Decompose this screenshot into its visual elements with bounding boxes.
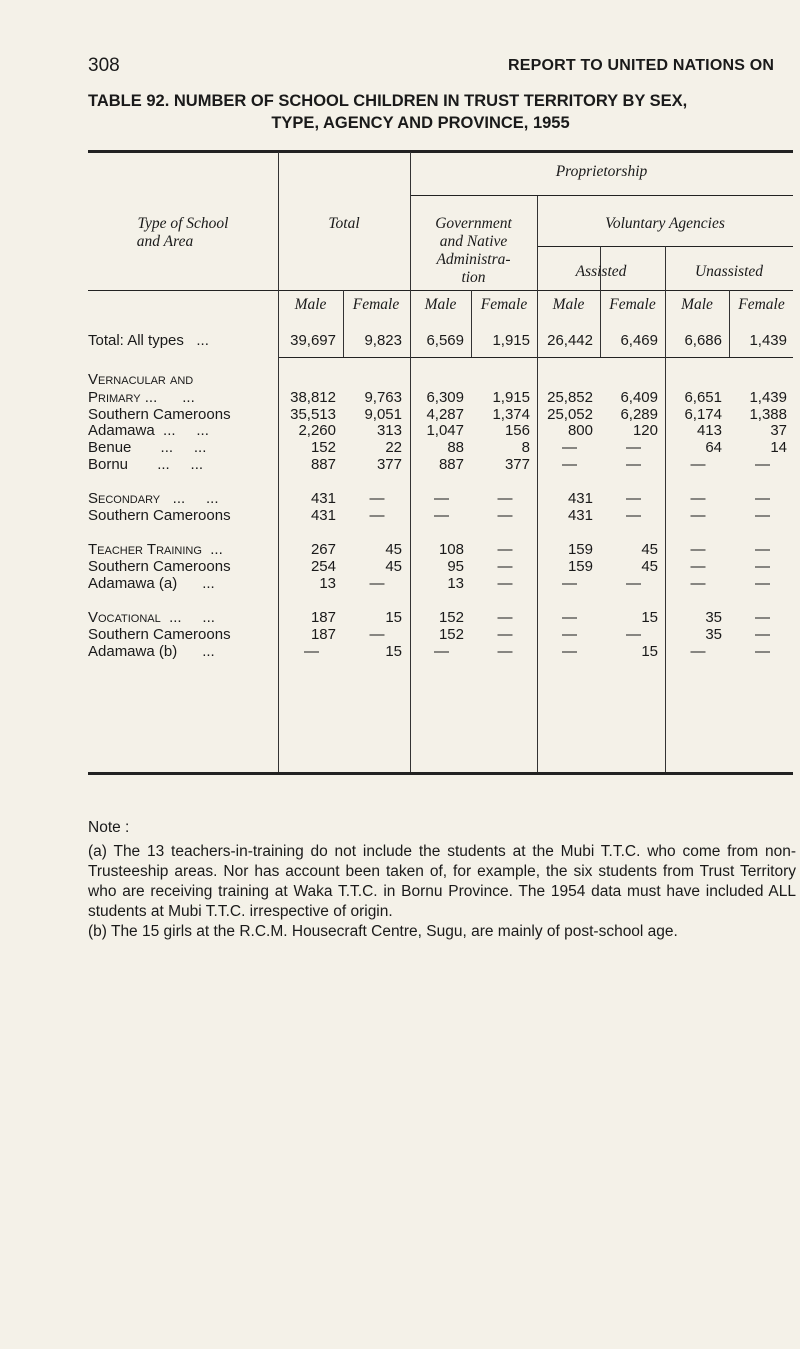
- table-cell: 45: [385, 558, 402, 575]
- row-label: Southern Cameroons: [88, 558, 231, 575]
- table-cell: 1,915: [492, 332, 530, 349]
- table-cell: 2,260: [298, 422, 336, 439]
- header-unassisted: Unassisted: [694, 263, 764, 280]
- table-cell: —: [434, 507, 449, 524]
- row-label: Vocational ... ...: [88, 609, 215, 626]
- table-cell: 39,697: [290, 332, 336, 349]
- table-cell: 15: [385, 609, 402, 626]
- table-cell: 22: [385, 439, 402, 456]
- table-cell: 8: [521, 439, 530, 456]
- row-label: Southern Cameroons: [88, 406, 231, 423]
- table-cell: 6,409: [620, 389, 658, 406]
- rule-header-bottom: [88, 290, 793, 291]
- table-cell: 88: [447, 439, 464, 456]
- table-cell: —: [626, 626, 641, 643]
- table-cell: 313: [376, 422, 402, 439]
- table-cell: —: [304, 643, 319, 660]
- table-cell: 431: [310, 507, 336, 524]
- table-cell: —: [626, 439, 641, 456]
- table-cell: 15: [641, 609, 658, 626]
- header-assisted: Assisted: [575, 263, 627, 280]
- table-cell: —: [369, 490, 385, 507]
- header-type-area-line-2: and Area: [136, 233, 194, 250]
- table-cell: 38,812: [290, 389, 336, 406]
- row-label: Adamawa (a) ...: [88, 575, 215, 592]
- table-cell: 37: [770, 422, 787, 439]
- table-cell: —: [369, 575, 385, 592]
- sex-header-3: Female: [480, 296, 528, 313]
- table-cell: 45: [641, 541, 658, 558]
- table-cell: 377: [504, 456, 530, 473]
- note-a: (a) The 13 teachers-in-training do not include the students at the Mubi T.T.C. who come from non-Trusteeship areas. Nor has account been taken of, for example, the six students from Trust Territory who are receiving training at Waka T.T.C. in Bornu Province. The 1954 data must have included ALL students at Mubi T.T.C. irrespective of origin.: [88, 843, 796, 920]
- rule-top: [88, 150, 793, 153]
- row-label: Benue ... ...: [88, 439, 207, 456]
- rule-v-5: [537, 196, 538, 772]
- header-gov-line-3: Administra-: [436, 251, 511, 268]
- table-cell: —: [497, 575, 513, 592]
- table-cell: —: [690, 541, 706, 558]
- table-cell: 14: [770, 439, 787, 456]
- row-label: Teacher Training ...: [88, 541, 223, 558]
- table-cell: 1,388: [749, 406, 787, 423]
- table-cell: 1,374: [492, 406, 530, 423]
- table-cell: —: [626, 507, 641, 524]
- header-type-area-line-1: Type of School: [137, 215, 229, 232]
- row-label: Primary ... ...: [88, 389, 195, 406]
- table-cell: 152: [438, 609, 464, 626]
- table-cell: 35,513: [290, 406, 336, 423]
- table-title: [88, 90, 793, 134]
- sex-header-5: Female: [609, 296, 656, 313]
- row-label: Vernacular and: [88, 371, 194, 388]
- table-cell: 35: [705, 626, 722, 643]
- table-cell: —: [690, 456, 706, 473]
- table-cell: 26,442: [547, 332, 593, 349]
- table-cell: —: [434, 643, 449, 660]
- table-title-line-2: TYPE, AGENCY AND PROVINCE, 1955: [271, 114, 570, 132]
- table-cell: —: [755, 609, 770, 626]
- rule-proprietorship: [410, 195, 793, 196]
- note-b: (b) The 15 girls at the R.C.M. Housecraft Centre, Sugu, are mainly of post-school age.: [88, 923, 678, 940]
- table-cell: —: [755, 490, 770, 507]
- table-cell: —: [369, 507, 385, 524]
- table-cell: 6,309: [426, 389, 464, 406]
- table-cell: 887: [438, 456, 464, 473]
- table-cell: —: [497, 626, 513, 643]
- row-label: Adamawa ... ...: [88, 422, 209, 439]
- table-cell: —: [755, 643, 770, 660]
- sex-header-1: Female: [352, 296, 400, 313]
- table-title-line-1: TABLE 92. NUMBER OF SCHOOL CHILDREN IN TRUST TERRITORY BY SEX,: [88, 92, 688, 110]
- table-cell: 1,047: [426, 422, 464, 439]
- table-cell: —: [497, 643, 513, 660]
- table-cell: —: [497, 490, 513, 507]
- table-cell: —: [497, 541, 513, 558]
- table-cell: 159: [567, 541, 593, 558]
- table-cell: 431: [567, 490, 593, 507]
- table-cell: —: [369, 626, 385, 643]
- header-gov-line-4: tion: [461, 269, 486, 286]
- table-cell: 120: [632, 422, 658, 439]
- table-cell: 6,686: [684, 332, 722, 349]
- table-cell: 4,287: [426, 406, 464, 423]
- table-cell: —: [755, 456, 770, 473]
- table-cell: —: [755, 558, 770, 575]
- table-cell: 13: [447, 575, 464, 592]
- row-label: Total: All types ...: [88, 332, 209, 349]
- sex-header-2: Male: [424, 296, 457, 313]
- table-cell: —: [562, 626, 577, 643]
- table-cell: 9,051: [364, 406, 402, 423]
- table-cell: 152: [310, 439, 336, 456]
- header-gov-line-2: and Native: [439, 233, 508, 250]
- rule-total-bottom: [278, 357, 793, 358]
- table-cell: 6,174: [684, 406, 722, 423]
- table-cell: 25,052: [547, 406, 593, 423]
- table-cell: 254: [310, 558, 336, 575]
- table-cell: —: [562, 643, 577, 660]
- header-gov-line-1: Government: [435, 215, 512, 232]
- table-cell: 95: [447, 558, 464, 575]
- sex-header-4: Male: [552, 296, 585, 313]
- table-cell: 9,823: [364, 332, 402, 349]
- rule-v-7: [665, 246, 666, 772]
- table-cell: 1,915: [492, 389, 530, 406]
- table-cell: 45: [385, 541, 402, 558]
- sex-header-7: Female: [738, 296, 785, 313]
- table-cell: 377: [376, 456, 402, 473]
- table-cell: 187: [310, 609, 336, 626]
- row-label: Secondary ... ...: [88, 490, 219, 507]
- page-number: 308: [88, 55, 120, 76]
- table-cell: 431: [567, 507, 593, 524]
- table-cell: 6,569: [426, 332, 464, 349]
- table-cell: 13: [319, 575, 336, 592]
- table-cell: —: [626, 456, 641, 473]
- table-cell: 159: [567, 558, 593, 575]
- table-cell: —: [755, 541, 770, 558]
- table-cell: 35: [705, 609, 722, 626]
- table-cell: —: [562, 609, 577, 626]
- row-label: Southern Cameroons: [88, 507, 231, 524]
- row-label: Southern Cameroons: [88, 626, 231, 643]
- header-type-area: [88, 215, 278, 251]
- table-cell: 108: [438, 541, 464, 558]
- table-cell: 152: [438, 626, 464, 643]
- sex-header-0: Male: [294, 296, 327, 313]
- row-label: Adamawa (b) ...: [88, 643, 215, 660]
- table-cell: 187: [310, 626, 336, 643]
- table-cell: 6,651: [684, 389, 722, 406]
- table-cell: —: [626, 490, 641, 507]
- table-cell: 6,289: [620, 406, 658, 423]
- table-cell: 15: [385, 643, 402, 660]
- sex-header-6: Male: [681, 296, 713, 313]
- table-cell: 156: [504, 422, 530, 439]
- header-total: Total: [328, 215, 360, 232]
- table-cell: 431: [310, 490, 336, 507]
- table-cell: 64: [705, 439, 722, 456]
- rule-bottom: [88, 772, 793, 775]
- table-cell: 887: [310, 456, 336, 473]
- table-cell: —: [562, 439, 577, 456]
- table-cell: 1,439: [749, 332, 787, 349]
- table-cell: —: [690, 507, 706, 524]
- table-cell: 267: [310, 541, 336, 558]
- table-cell: 1,439: [749, 389, 787, 406]
- table-cell: 413: [696, 422, 722, 439]
- table-cell: —: [755, 575, 770, 592]
- table-cell: —: [434, 490, 449, 507]
- table-cell: —: [690, 575, 706, 592]
- running-head: REPORT TO UNITED NATIONS ON: [508, 57, 775, 74]
- row-label: Bornu ... ...: [88, 456, 204, 473]
- table-cell: —: [497, 609, 513, 626]
- table-cell: —: [497, 558, 513, 575]
- header-government: [410, 215, 537, 287]
- table-cell: —: [626, 575, 641, 592]
- table-cell: —: [755, 626, 770, 643]
- table-cell: 15: [641, 643, 658, 660]
- table-cell: —: [562, 456, 577, 473]
- table-cell: —: [690, 558, 706, 575]
- table-cell: —: [755, 507, 770, 524]
- notes-title: Note :: [88, 819, 130, 836]
- table-cell: —: [690, 490, 706, 507]
- table-cell: 800: [567, 422, 593, 439]
- notes: [88, 818, 796, 942]
- table-cell: —: [497, 507, 513, 524]
- table-cell: —: [690, 643, 706, 660]
- header-proprietorship: Proprietorship: [555, 163, 648, 180]
- table-cell: 25,852: [547, 389, 593, 406]
- header-voluntary: Voluntary Agencies: [605, 215, 725, 232]
- table-cell: 45: [641, 558, 658, 575]
- table-cell: 9,763: [364, 389, 402, 406]
- table-cell: —: [562, 575, 577, 592]
- table-cell: 6,469: [620, 332, 658, 349]
